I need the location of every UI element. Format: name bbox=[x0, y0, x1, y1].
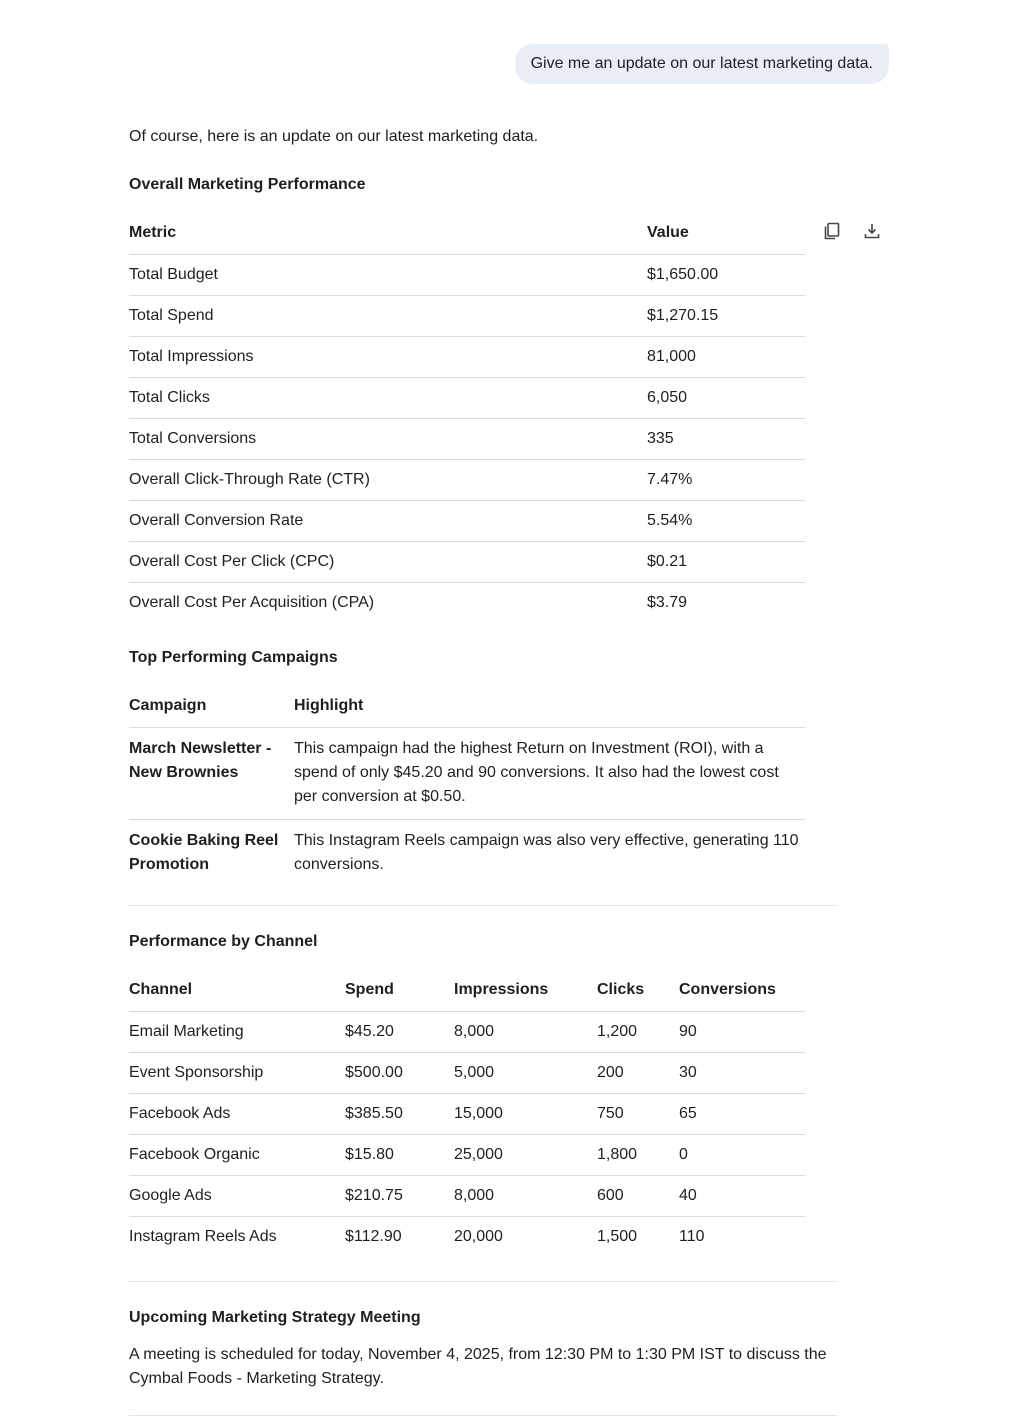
table-cell: Cookie Baking Reel Promotion bbox=[129, 832, 279, 873]
table-cell: $385.50 bbox=[345, 1094, 454, 1135]
table-cell: 1,200 bbox=[597, 1012, 679, 1053]
table-row bbox=[129, 501, 805, 542]
table-cell: 8,000 bbox=[454, 1176, 597, 1217]
table-actions bbox=[822, 220, 882, 242]
table-cell: 90 bbox=[679, 1012, 805, 1053]
table-row bbox=[129, 728, 805, 820]
table-row bbox=[129, 378, 805, 419]
copy-icon bbox=[822, 221, 842, 241]
column-header-impressions: Impressions bbox=[454, 979, 597, 1012]
column-header-campaign: Campaign bbox=[129, 695, 294, 728]
copy-table-button[interactable] bbox=[822, 220, 842, 242]
table-row bbox=[129, 542, 805, 583]
table-cell: 1,500 bbox=[597, 1228, 638, 1245]
table-row bbox=[129, 1176, 805, 1217]
table-cell: Overall Conversion Rate bbox=[129, 501, 647, 542]
table-cell: Total Clicks bbox=[129, 378, 647, 419]
table-row bbox=[129, 419, 805, 460]
section-divider bbox=[129, 1281, 837, 1282]
table-cell: 5,000 bbox=[454, 1053, 597, 1094]
table-cell: Overall Click-Through Rate (CTR) bbox=[129, 460, 647, 501]
table-cell: $500.00 bbox=[345, 1053, 454, 1094]
column-header-value: Value bbox=[647, 222, 805, 255]
response-intro: Of course, here is an update on our latest marketing data. bbox=[129, 128, 539, 145]
channel-performance-table bbox=[129, 979, 805, 1257]
table-cell: $112.90 bbox=[345, 1228, 402, 1245]
meeting-description: A meeting is scheduled for today, November 4, 2025, from 12:30 PM to 1:30 PM IST to discuss the Cymbal Foods - Marketing Strategy. bbox=[129, 1346, 827, 1387]
table-row bbox=[129, 1053, 805, 1094]
table-cell: 20,000 bbox=[454, 1228, 503, 1245]
table-cell: $45.20 bbox=[345, 1012, 454, 1053]
table-row bbox=[129, 1217, 805, 1258]
table-cell: Facebook Ads bbox=[129, 1094, 345, 1135]
table-cell: 200 bbox=[597, 1053, 679, 1094]
table-cell: Total Conversions bbox=[129, 419, 647, 460]
overall-performance-title: Overall Marketing Performance bbox=[129, 176, 366, 193]
table-cell: 25,000 bbox=[454, 1135, 597, 1176]
user-message-bubble: Give me an update on our latest marketing data. bbox=[515, 44, 889, 84]
table-cell: Email Marketing bbox=[129, 1012, 345, 1053]
table-row bbox=[129, 1012, 805, 1053]
top-campaigns-title: Top Performing Campaigns bbox=[129, 649, 338, 666]
column-header-highlight: Highlight bbox=[294, 695, 805, 728]
table-row bbox=[129, 583, 805, 624]
column-header-clicks: Clicks bbox=[597, 979, 679, 1012]
table-cell: Total Spend bbox=[129, 296, 647, 337]
table-cell: 110 bbox=[679, 1228, 705, 1245]
channel-performance-title: Performance by Channel bbox=[129, 933, 318, 950]
table-cell: Total Impressions bbox=[129, 337, 647, 378]
table-cell: 600 bbox=[597, 1176, 679, 1217]
section-divider bbox=[129, 905, 837, 906]
table-cell: March Newsletter - New Brownies bbox=[129, 728, 294, 820]
table-cell: $210.75 bbox=[345, 1176, 454, 1217]
table-cell: Overall Cost Per Acquisition (CPA) bbox=[129, 594, 375, 611]
table-cell: Google Ads bbox=[129, 1176, 345, 1217]
column-header-conversions: Conversions bbox=[679, 979, 805, 1012]
table-cell: 40 bbox=[679, 1176, 805, 1217]
table-cell: 81,000 bbox=[647, 337, 805, 378]
top-campaigns-table bbox=[129, 695, 805, 887]
table-cell: 30 bbox=[679, 1053, 805, 1094]
table-cell: 65 bbox=[679, 1094, 805, 1135]
table-row bbox=[129, 337, 805, 378]
column-header-spend: Spend bbox=[345, 979, 454, 1012]
table-cell: $1,270.15 bbox=[647, 296, 805, 337]
table-cell: $3.79 bbox=[647, 594, 688, 611]
table-cell: Facebook Organic bbox=[129, 1135, 345, 1176]
table-cell: 8,000 bbox=[454, 1012, 597, 1053]
table-cell: $1,650.00 bbox=[647, 255, 805, 296]
table-cell: 7.47% bbox=[647, 460, 805, 501]
table-row bbox=[129, 820, 805, 888]
download-icon bbox=[862, 221, 882, 241]
table-row bbox=[129, 255, 805, 296]
table-cell: $0.21 bbox=[647, 542, 805, 583]
meeting-title: Upcoming Marketing Strategy Meeting bbox=[129, 1309, 421, 1326]
download-table-button[interactable] bbox=[862, 220, 882, 242]
column-header-metric: Metric bbox=[129, 222, 647, 255]
table-cell: 15,000 bbox=[454, 1094, 597, 1135]
table-cell: $15.80 bbox=[345, 1135, 454, 1176]
column-header-channel: Channel bbox=[129, 979, 345, 1012]
table-cell: This Instagram Reels campaign was also very effective, generating 110 conversions. bbox=[294, 832, 799, 873]
table-cell: 1,800 bbox=[597, 1135, 679, 1176]
table-cell: 5.54% bbox=[647, 501, 805, 542]
table-row bbox=[129, 1135, 805, 1176]
table-cell: 335 bbox=[647, 419, 805, 460]
table-row bbox=[129, 460, 805, 501]
table-cell: Overall Cost Per Click (CPC) bbox=[129, 542, 647, 583]
table-row bbox=[129, 1094, 805, 1135]
section-divider bbox=[129, 1415, 837, 1416]
overall-performance-table bbox=[129, 222, 805, 623]
table-cell: Total Budget bbox=[129, 255, 647, 296]
table-cell: Instagram Reels Ads bbox=[129, 1228, 277, 1245]
table-cell: 0 bbox=[679, 1135, 805, 1176]
table-row bbox=[129, 296, 805, 337]
table-cell: This campaign had the highest Return on Investment (ROI), with a spend of only $45.20 and 90 conversions. It also had the lowest cost per conversion at $0.50. bbox=[294, 728, 805, 820]
table-cell: 750 bbox=[597, 1094, 679, 1135]
table-cell: 6,050 bbox=[647, 378, 805, 419]
table-cell: Event Sponsorship bbox=[129, 1053, 345, 1094]
